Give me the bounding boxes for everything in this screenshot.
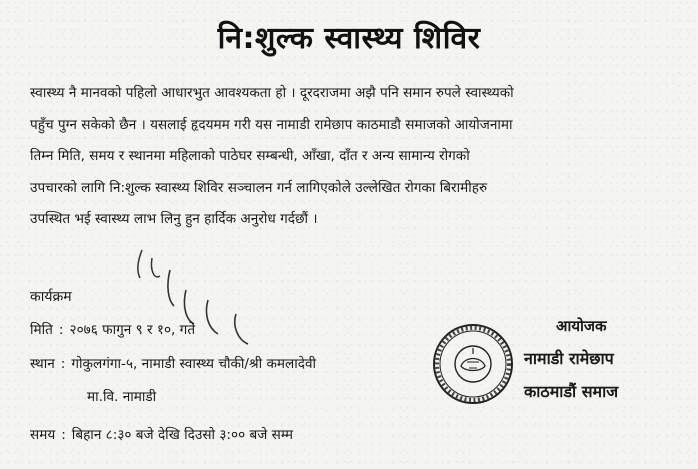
organizer-name-line2: काठमाडौं समाज [524, 382, 619, 401]
paragraph-line: उपस्थित भई स्वास्थ्य लाभ लिनु हुन हार्दिक अनुरोध गर्दछौं । [30, 211, 318, 227]
program-heading: कार्यक्रम [30, 289, 72, 305]
separator: : [60, 356, 66, 372]
invitation-paragraph [30, 78, 678, 236]
venue-row [30, 353, 316, 372]
separator: : [61, 427, 66, 443]
paragraph-line: उपचारको लागि नि:शुल्क स्वास्थ्य शिविर सञ्चालन गर्न लागिएकोले उल्लेखित रोगका बिरामीहरु [30, 179, 488, 196]
separator: : [58, 322, 64, 338]
date-label: मिति [30, 322, 53, 338]
time-row [30, 424, 293, 443]
organizer-name-line1: नामाडी रामेछाप [524, 349, 614, 368]
paragraph-line: पहुँच पुग्न सकेको छैन । यसलाई हृदयमम गरी यस नामाडी रामेछाप काठमाडौ समाजको आयोजनामा [30, 116, 513, 133]
paragraph-line: स्वास्थ्य नै मानवको पहिलो आधारभुत आवश्यकता हो । दूरदराजमा अझै पनि समान रुपले स्वास्थ्यको [30, 85, 514, 101]
date-value: २०७६ फागुन ९ र १०, गते [69, 322, 196, 338]
time-label: समय [30, 427, 56, 443]
date-row [30, 319, 195, 338]
venue-value-continued: मा.वि. नामाडी [87, 389, 157, 405]
handwritten-scribble [90, 228, 290, 358]
organization-seal-icon [431, 322, 515, 406]
time-value: बिहान ८:३० बजे देखि दिउसो ३:०० बजे सम्म [71, 427, 294, 443]
venue-value: गोकुलगंगा-५, नामाडी स्वास्थ्य चौकी/श्री कमलादेवी [71, 356, 317, 372]
organizer-heading: आयोजक [556, 317, 607, 335]
page-title: नि:शुल्क स्वास्थ्य शिविर [217, 21, 481, 56]
venue-label: स्थान [30, 356, 55, 372]
paragraph-line: तिम्न मिति, समय र स्थानमा महिलाको पाठेघर सम्बन्धी, आँखा, दाँत र अन्य सामान्य रोगको [30, 148, 470, 164]
